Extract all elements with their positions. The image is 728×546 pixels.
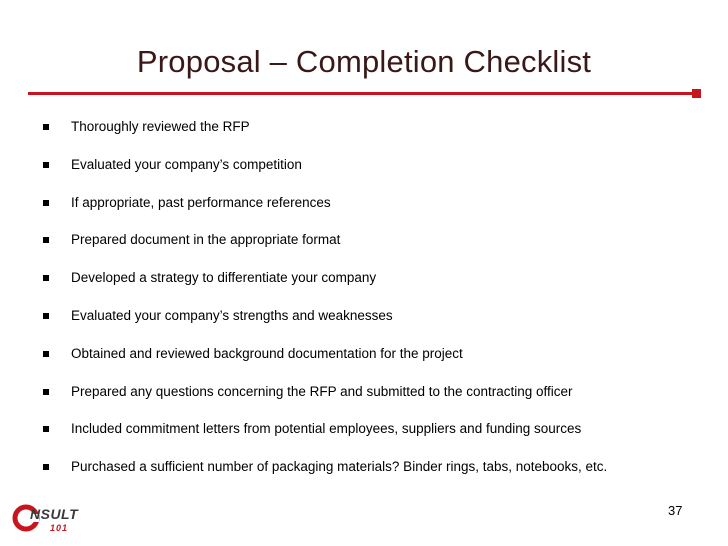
checklist-item-text: Prepared any questions concerning the RFP and submitted to the contracting officer — [71, 383, 573, 399]
checklist-item-text: Thoroughly reviewed the RFP — [71, 119, 250, 134]
checklist-item-text: Included commitment letters from potential employees, suppliers and funding sources — [71, 421, 582, 437]
page-number: 37 — [668, 503, 683, 518]
checklist-item-text: Obtained and reviewed background documentation for the project — [71, 345, 463, 361]
bullet-icon — [43, 426, 49, 432]
checklist-item-text: Purchased a sufficient number of packaging materials? Binder rings, tabs, notebooks, etc. — [71, 459, 608, 475]
bullet-icon — [43, 389, 49, 395]
consult-logo — [10, 500, 90, 538]
bullet-icon — [43, 162, 49, 168]
logo-wordmark: NSULT — [30, 506, 79, 522]
bullet-icon — [43, 351, 49, 357]
bullet-icon — [43, 124, 49, 130]
checklist-item-text: If appropriate, past performance references — [71, 194, 331, 210]
checklist-item-text: Prepared document in the appropriate format — [71, 232, 341, 248]
divider-end-square — [692, 89, 701, 98]
checklist-item-text: Developed a strategy to differentiate your company — [71, 270, 377, 286]
checklist-item-text: Evaluated your company’s competition — [71, 156, 302, 172]
slide-title: Proposal – Completion Checklist — [136, 44, 592, 79]
bullet-icon — [43, 464, 49, 470]
checklist-item-text: Evaluated your company’s strengths and weaknesses — [71, 307, 393, 323]
title-divider — [28, 92, 700, 95]
bullet-icon — [43, 200, 49, 206]
logo-number: 101 — [50, 523, 69, 533]
bullet-icon — [43, 313, 49, 319]
bullet-icon — [43, 237, 49, 243]
bullet-icon — [43, 275, 49, 281]
